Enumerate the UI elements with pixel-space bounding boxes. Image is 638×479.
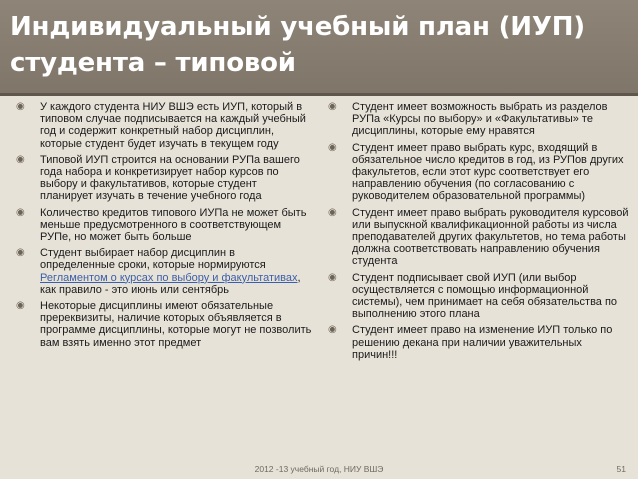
list-item (326, 207, 630, 268)
list-item (14, 300, 312, 349)
list-item (14, 101, 312, 150)
bullet-icon: ◉ (328, 206, 337, 218)
list-item-text: Типовой ИУП строится на основании РУПа вашего года набора и конкретизирует набор курсов по выбору и факультативов, которые студент планирует изучать в течение учебного года (40, 153, 300, 203)
list-item-text: Студент имеет право на изменение ИУП только по решению декана при наличии уважительных причин!!! (352, 324, 613, 361)
list-item (14, 247, 312, 296)
left-column (14, 101, 312, 353)
right-column (326, 101, 630, 365)
list-item-text: Количество кредитов типового ИУПа не может быть меньше предусмотренного в соответствующем РУПе, но может быть больше (40, 206, 307, 244)
bullet-icon: ◉ (16, 300, 25, 312)
title-divider (0, 93, 638, 96)
list-item-text-before: Студент выбирает набор дисциплин в определенные сроки, которые нормируются (40, 247, 266, 272)
footer-caption: 2012 -13 учебный год, НИУ ВШЭ (254, 464, 384, 474)
list-item (326, 142, 630, 203)
bullet-icon: ◉ (328, 271, 337, 283)
list-item-text: Студент имеет право выбрать руководителя курсовой или выпускной квалификационной работы из числа преподавателей других факультетов, но тема работы должна соответствовать направлению обучения студента (352, 206, 629, 268)
bullet-icon: ◉ (16, 247, 25, 259)
list-item (326, 324, 630, 361)
bullet-icon: ◉ (16, 101, 25, 112)
list-item-text: Некоторые дисциплины имеют обязательные пререквизиты, наличие которых объявляется в программе дисциплины, которые могут не позволить вам взять именно этот предмет (40, 300, 312, 349)
list-item-text: Студент имеет право выбрать курс, входящий в обязательное число кредитов в год, из РУПов других факультетов, если этот курс соответствует его направлению обучения (по согласованию с руководителем образовательной программы) (352, 141, 624, 203)
page-number: 51 (616, 464, 626, 474)
list-item-text: Студент подписывает свой ИУП (или выбор осуществляется с помощью информационной системы), чем принимает на себя обязательства по выполнению этого плана (352, 271, 618, 321)
bullet-icon: ◉ (16, 206, 25, 218)
slide-title (10, 9, 630, 81)
list-item (14, 154, 312, 203)
list-item-text: Студент имеет возможность выбрать из разделов РУПа «Курсы по выбору» и «Факультативы» те дисциплины, которые ему нравятся (352, 101, 608, 138)
slide-footer (0, 463, 638, 477)
bullet-icon: ◉ (328, 141, 337, 153)
list-item-text-after: , как правило - это июнь или сентябрь (40, 271, 301, 296)
list-item-text: У каждого студента НИУ ВШЭ есть ИУП, который в типовом случае подписывается на каждый учебный год и содержит конкретный набор дисциплин, которые студент будет изучать в текущем году (40, 101, 306, 150)
slide-title-line2: студента – типовой (10, 48, 296, 78)
bullet-icon: ◉ (16, 153, 25, 165)
regulation-link[interactable]: Регламентом о курсах по выбору и факультативах (40, 271, 298, 284)
slide-title-line1: Индивидуальный учебный план (ИУП) (10, 12, 585, 42)
list-item (326, 101, 630, 138)
list-item (326, 272, 630, 321)
bullet-icon: ◉ (328, 324, 337, 336)
bullet-icon: ◉ (328, 101, 337, 112)
list-item (14, 207, 312, 244)
